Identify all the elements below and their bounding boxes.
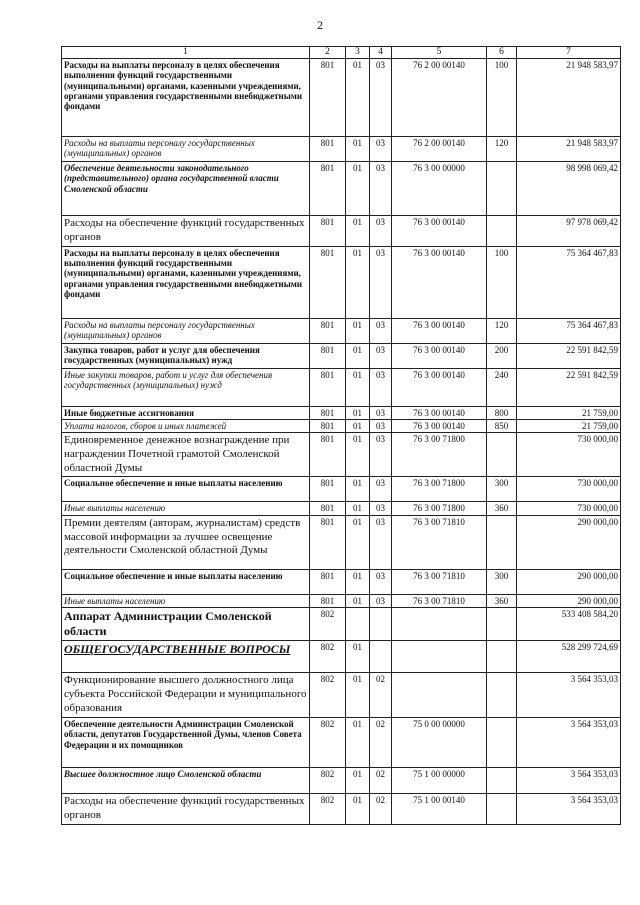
amount: 97 978 069,42 [517, 216, 621, 247]
ministry-code: 802 [310, 768, 346, 794]
ministry-code: 801 [310, 406, 346, 419]
table-row [62, 419, 621, 432]
table-row [62, 768, 621, 794]
expense-type: 100 [487, 246, 517, 318]
target-article: 76 3 00 00140 [392, 368, 487, 406]
target-article: 75 1 00 00140 [392, 794, 487, 825]
target-article: 76 3 00 00140 [392, 406, 487, 419]
ministry-code: 802 [310, 641, 346, 673]
section-code: 01 [346, 216, 370, 247]
expense-type [487, 162, 517, 216]
row-name: Иные бюджетные ассигнования [62, 406, 310, 419]
amount: 290 000,00 [517, 594, 621, 607]
subsection-code: 03 [370, 318, 392, 343]
ministry-code: 801 [310, 477, 346, 502]
amount: 22 591 842,59 [517, 368, 621, 406]
target-article: 75 0 00 00000 [392, 718, 487, 768]
target-article [392, 641, 487, 673]
expense-type: 300 [487, 477, 517, 502]
expense-type: 100 [487, 59, 517, 137]
section-code: 01 [346, 368, 370, 406]
target-article: 76 3 00 71800 [392, 477, 487, 502]
row-name: Уплата налогов, сборов и иных платежей [62, 419, 310, 432]
amount: 730 000,00 [517, 502, 621, 515]
table-row [62, 569, 621, 594]
target-article: 76 3 00 00140 [392, 216, 487, 247]
section-code: 01 [346, 137, 370, 162]
section-code: 01 [346, 515, 370, 569]
header-row [62, 47, 621, 59]
table-row [62, 59, 621, 137]
subsection-code: 03 [370, 515, 392, 569]
expense-type [487, 794, 517, 825]
row-name: Функционирование высшего должностного лица субъекта Российской Федерации и муниципального образования [62, 673, 310, 718]
subsection-code: 03 [370, 433, 392, 477]
ministry-code: 802 [310, 608, 346, 641]
target-article: 76 3 00 00000 [392, 162, 487, 216]
subsection-code: 02 [370, 794, 392, 825]
expense-type: 120 [487, 137, 517, 162]
target-article: 76 3 00 71800 [392, 433, 487, 477]
table-row [62, 216, 621, 247]
header-col-1: 1 [62, 47, 310, 59]
table-row [62, 515, 621, 569]
subsection-code: 02 [370, 718, 392, 768]
row-name: Социальное обеспечение и иные выплаты населению [62, 569, 310, 594]
ministry-code: 801 [310, 594, 346, 607]
subsection-code: 02 [370, 673, 392, 718]
table-row [62, 641, 621, 673]
row-name: Обеспечение деятельности Администрации Смоленской области, депутатов Государственной Думы, членов Совета Федерации и их помощников [62, 718, 310, 768]
expense-type: 360 [487, 594, 517, 607]
expense-type: 240 [487, 368, 517, 406]
row-name: Иные выплаты населению [62, 594, 310, 607]
table-row [62, 608, 621, 641]
section-code: 01 [346, 768, 370, 794]
amount: 730 000,00 [517, 477, 621, 502]
amount: 3 564 353,03 [517, 673, 621, 718]
target-article [392, 673, 487, 718]
section-code: 01 [346, 502, 370, 515]
amount: 290 000,00 [517, 515, 621, 569]
subsection-code: 03 [370, 502, 392, 515]
subsection-code: 03 [370, 216, 392, 247]
amount: 21 948 583,97 [517, 137, 621, 162]
row-name: Единовременное денежное вознаграждение при награждении Почетной грамотой Смоленской областной Думы [62, 433, 310, 477]
expense-type [487, 433, 517, 477]
target-article: 76 3 00 71800 [392, 502, 487, 515]
table-row [62, 406, 621, 419]
table-row [62, 794, 621, 825]
ministry-code: 801 [310, 318, 346, 343]
subsection-code: 03 [370, 343, 392, 368]
subsection-code: 03 [370, 477, 392, 502]
amount: 21 759,00 [517, 406, 621, 419]
subsection-code: 03 [370, 162, 392, 216]
amount: 3 564 353,03 [517, 718, 621, 768]
row-name: Расходы на выплаты персоналу в целях обеспечения выполнения функций государственными (муниципальными) органами, казенными учреждениями, органами управления государственными внебюджетными фондами [62, 246, 310, 318]
section-code: 01 [346, 718, 370, 768]
table-row [62, 318, 621, 343]
ministry-code: 801 [310, 216, 346, 247]
section-code: 01 [346, 406, 370, 419]
expense-type [487, 515, 517, 569]
header-col-7: 7 [517, 47, 621, 59]
table-row [62, 594, 621, 607]
amount: 533 408 584,20 [517, 608, 621, 641]
row-name: Премии деятелям (авторам, журналистам) средств массовой информации за лучшее освещение деятельности Смоленской областной Думы [62, 515, 310, 569]
section-code: 01 [346, 59, 370, 137]
target-article: 76 3 00 71810 [392, 594, 487, 607]
section-code: 01 [346, 318, 370, 343]
section-code: 01 [346, 569, 370, 594]
table-row [62, 433, 621, 477]
ministry-code: 801 [310, 137, 346, 162]
target-article: 76 3 00 00140 [392, 246, 487, 318]
subsection-code: 03 [370, 569, 392, 594]
row-name: Иные закупки товаров, работ и услуг для обеспечения государственных (муниципальных) нужд [62, 368, 310, 406]
subsection-code: 03 [370, 137, 392, 162]
ministry-code: 801 [310, 246, 346, 318]
row-name: Расходы на обеспечение функций государственных органов [62, 794, 310, 825]
section-code: 01 [346, 246, 370, 318]
amount: 730 000,00 [517, 433, 621, 477]
expense-type: 850 [487, 419, 517, 432]
table-row [62, 368, 621, 406]
amount: 528 299 724,69 [517, 641, 621, 673]
subsection-code [370, 608, 392, 641]
expense-type: 120 [487, 318, 517, 343]
table-row [62, 137, 621, 162]
subsection-code: 03 [370, 594, 392, 607]
section-code: 01 [346, 419, 370, 432]
row-name: Расходы на выплаты персоналу государственных (муниципальных) органов [62, 137, 310, 162]
ministry-code: 801 [310, 569, 346, 594]
section-code: 01 [346, 641, 370, 673]
expense-type: 800 [487, 406, 517, 419]
target-article [392, 608, 487, 641]
section-code: 01 [346, 594, 370, 607]
ministry-code: 801 [310, 502, 346, 515]
expense-type [487, 608, 517, 641]
target-article: 75 1 00 00000 [392, 768, 487, 794]
ministry-code: 801 [310, 433, 346, 477]
expense-type: 360 [487, 502, 517, 515]
row-name: Обеспечение деятельности законодательного (представительного) органа государственной власти Смоленской области [62, 162, 310, 216]
row-name: Иные выплаты населению [62, 502, 310, 515]
ministry-code: 801 [310, 515, 346, 569]
row-name: Расходы на обеспечение функций государственных органов [62, 216, 310, 247]
table-row [62, 718, 621, 768]
table-row [62, 162, 621, 216]
expense-type [487, 718, 517, 768]
target-article: 76 3 00 71810 [392, 569, 487, 594]
table-row [62, 502, 621, 515]
target-article: 76 2 00 00140 [392, 59, 487, 137]
row-name: Закупка товаров, работ и услуг для обеспечения государственных (муниципальных) нужд [62, 343, 310, 368]
amount: 3 564 353,03 [517, 794, 621, 825]
expense-type [487, 673, 517, 718]
ministry-code: 801 [310, 343, 346, 368]
ministry-code: 802 [310, 794, 346, 825]
target-article: 76 3 00 00140 [392, 419, 487, 432]
section-code: 01 [346, 433, 370, 477]
expense-type [487, 768, 517, 794]
target-article: 76 2 00 00140 [392, 137, 487, 162]
row-name: ОБЩЕГОСУДАРСТВЕННЫЕ ВОПРОСЫ [62, 641, 310, 673]
subsection-code: 02 [370, 768, 392, 794]
ministry-code: 801 [310, 368, 346, 406]
amount: 98 998 069,42 [517, 162, 621, 216]
page-number: 2 [317, 18, 323, 32]
subsection-code: 03 [370, 368, 392, 406]
amount: 22 591 842,59 [517, 343, 621, 368]
amount: 290 000,00 [517, 569, 621, 594]
row-name: Высшее должностное лицо Смоленской области [62, 768, 310, 794]
subsection-code [370, 641, 392, 673]
subsection-code: 03 [370, 59, 392, 137]
row-name: Социальное обеспечение и иные выплаты населению [62, 477, 310, 502]
ministry-code: 802 [310, 673, 346, 718]
section-code: 01 [346, 794, 370, 825]
row-name: Расходы на выплаты персоналу в целях обеспечения выполнения функций государственными (муниципальными) органами, казенными учреждениями, органами управления государственными внебюджетными фондами [62, 59, 310, 137]
expense-type: 300 [487, 569, 517, 594]
amount: 75 364 467,83 [517, 246, 621, 318]
target-article: 76 3 00 00140 [392, 343, 487, 368]
table-row [62, 673, 621, 718]
budget-table [61, 46, 621, 825]
ministry-code: 801 [310, 162, 346, 216]
table-row [62, 246, 621, 318]
subsection-code: 03 [370, 406, 392, 419]
subsection-code: 03 [370, 419, 392, 432]
row-name: Расходы на выплаты персоналу государственных (муниципальных) органов [62, 318, 310, 343]
expense-type [487, 641, 517, 673]
amount: 3 564 353,03 [517, 768, 621, 794]
table-row [62, 477, 621, 502]
expense-type: 200 [487, 343, 517, 368]
target-article: 76 3 00 71810 [392, 515, 487, 569]
amount: 21 948 583,97 [517, 59, 621, 137]
target-article: 76 3 00 00140 [392, 318, 487, 343]
ministry-code: 802 [310, 718, 346, 768]
section-code: 01 [346, 477, 370, 502]
row-name: Аппарат Администрации Смоленской области [62, 608, 310, 641]
ministry-code: 801 [310, 59, 346, 137]
section-code [346, 608, 370, 641]
header-col-2: 2 [310, 47, 346, 59]
table-row [62, 343, 621, 368]
header-col-5: 5 [392, 47, 487, 59]
amount: 21 759,00 [517, 419, 621, 432]
table-body [62, 59, 621, 825]
amount: 75 364 467,83 [517, 318, 621, 343]
expense-type [487, 216, 517, 247]
header-col-3: 3 [346, 47, 370, 59]
section-code: 01 [346, 673, 370, 718]
section-code: 01 [346, 162, 370, 216]
header-col-4: 4 [370, 47, 392, 59]
header-col-6: 6 [487, 47, 517, 59]
subsection-code: 03 [370, 246, 392, 318]
section-code: 01 [346, 343, 370, 368]
ministry-code: 801 [310, 419, 346, 432]
